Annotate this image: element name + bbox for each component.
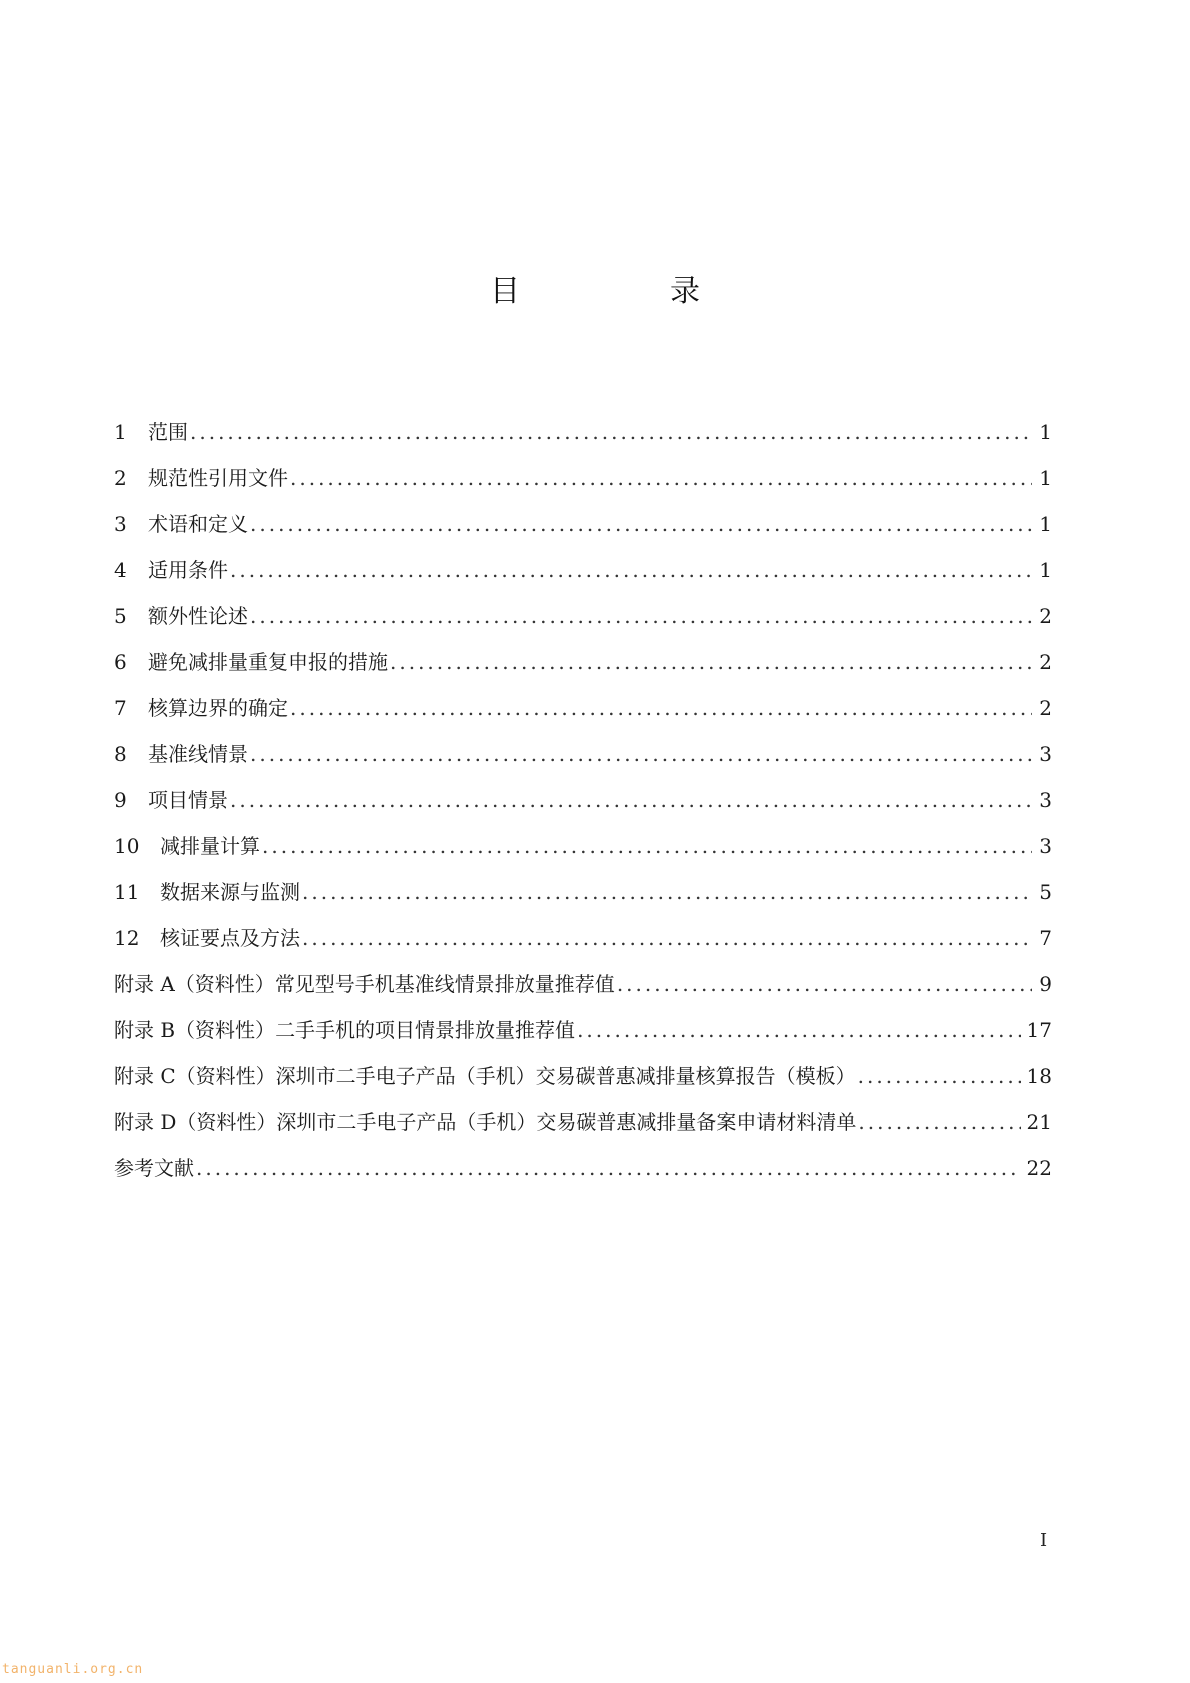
toc-leader-dots xyxy=(302,878,1032,906)
toc-appendix-entry[interactable] xyxy=(114,1062,1052,1108)
table-of-contents xyxy=(114,418,1052,1200)
toc-entry-label: 避免减排量重复申报的措施 xyxy=(148,650,388,674)
toc-entry[interactable] xyxy=(114,924,1052,970)
page-number: I xyxy=(1040,1530,1048,1551)
toc-entry-page: 5 xyxy=(1039,880,1052,904)
toc-entry-page: 21 xyxy=(1026,1110,1052,1134)
toc-references-entry[interactable] xyxy=(114,1154,1052,1200)
toc-entry[interactable] xyxy=(114,694,1052,740)
toc-leader-dots xyxy=(196,1154,1021,1182)
toc-leader-dots xyxy=(302,924,1032,952)
toc-entry[interactable] xyxy=(114,832,1052,878)
toc-entry-number: 9 xyxy=(114,788,127,812)
toc-entry-label: 核证要点及方法 xyxy=(160,926,300,950)
toc-entry-label: 深圳市二手电子产品（手机）交易碳普惠减排量备案申请材料清单 xyxy=(276,1110,857,1134)
toc-appendix-entry[interactable] xyxy=(114,970,1052,1016)
toc-leader-dots xyxy=(290,694,1032,722)
toc-entry-label: 适用条件 xyxy=(148,558,228,582)
toc-entry-page: 22 xyxy=(1026,1156,1052,1180)
toc-entry-label: 项目情景 xyxy=(148,788,228,812)
toc-entry-number: 12 xyxy=(114,926,140,950)
toc-entry-label: 额外性论述 xyxy=(148,604,248,628)
toc-entry-page: 3 xyxy=(1039,834,1052,858)
toc-leader-dots xyxy=(230,786,1032,814)
toc-appendix-entry[interactable] xyxy=(114,1108,1052,1154)
toc-leader-dots xyxy=(250,602,1032,630)
toc-appendix-tag: 附录 A（资料性） xyxy=(114,972,275,996)
toc-entry-label: 常见型号手机基准线情景排放量推荐值 xyxy=(274,972,615,996)
toc-entry-page: 1 xyxy=(1039,420,1052,444)
toc-entry-number: 7 xyxy=(114,696,127,720)
toc-entry[interactable] xyxy=(114,878,1052,924)
toc-leader-dots xyxy=(290,464,1032,492)
toc-entry-number: 3 xyxy=(114,512,127,536)
watermark-text: tanguanli.org.cn xyxy=(2,1662,144,1677)
toc-entry-number: 2 xyxy=(114,466,127,490)
toc-entry-label: 数据来源与监测 xyxy=(160,880,300,904)
toc-entry-number: 10 xyxy=(114,834,140,858)
toc-leader-dots xyxy=(858,1108,1020,1136)
toc-appendix-tag: 附录 B（资料性） xyxy=(114,1018,276,1042)
toc-entry[interactable] xyxy=(114,510,1052,556)
toc-entry-page: 2 xyxy=(1039,604,1052,628)
toc-entry-page: 17 xyxy=(1026,1018,1052,1042)
toc-entry-page: 1 xyxy=(1039,558,1052,582)
toc-entry-label: 减排量计算 xyxy=(160,834,260,858)
toc-entry-number: 11 xyxy=(114,880,140,904)
page-title: 目 录 xyxy=(490,274,760,309)
toc-entry-label: 二手手机的项目情景排放量推荐值 xyxy=(275,1018,576,1042)
toc-leader-dots xyxy=(262,832,1032,860)
toc-leader-dots xyxy=(250,740,1032,768)
toc-leader-dots xyxy=(617,970,1032,998)
toc-entry-number: 1 xyxy=(114,420,127,444)
toc-entry[interactable] xyxy=(114,740,1052,786)
toc-entry-page: 1 xyxy=(1039,466,1052,490)
toc-appendix-tag: 附录 D（资料性） xyxy=(114,1110,277,1134)
toc-entry[interactable] xyxy=(114,556,1052,602)
toc-appendix-tag: 附录 C（资料性） xyxy=(114,1064,276,1088)
toc-entry-page: 3 xyxy=(1039,742,1052,766)
toc-entry-label: 规范性引用文件 xyxy=(148,466,288,490)
toc-entry-page: 1 xyxy=(1039,512,1052,536)
toc-leader-dots xyxy=(250,510,1032,538)
toc-entry-number: 4 xyxy=(114,558,127,582)
toc-entry-number: 6 xyxy=(114,650,127,674)
toc-leader-dots xyxy=(390,648,1032,676)
toc-entry-number: 8 xyxy=(114,742,127,766)
toc-entry[interactable] xyxy=(114,786,1052,832)
toc-entry-label: 基准线情景 xyxy=(148,742,248,766)
toc-entry[interactable] xyxy=(114,602,1052,648)
toc-appendix-entry[interactable] xyxy=(114,1016,1052,1062)
toc-entry-label: 术语和定义 xyxy=(148,512,248,536)
toc-entry-page: 7 xyxy=(1039,926,1052,950)
toc-entry-label: 深圳市二手电子产品（手机）交易碳普惠减排量核算报告（模板） xyxy=(275,1064,856,1088)
toc-entry-page: 9 xyxy=(1039,972,1052,996)
toc-entry-page: 2 xyxy=(1039,650,1052,674)
toc-leader-dots xyxy=(190,418,1032,446)
toc-leader-dots xyxy=(577,1016,1020,1044)
toc-entry-label: 范围 xyxy=(148,420,188,444)
toc-entry-page: 18 xyxy=(1026,1064,1052,1088)
toc-entry-page: 3 xyxy=(1039,788,1052,812)
toc-leader-dots xyxy=(230,556,1032,584)
toc-entry-page: 2 xyxy=(1039,696,1052,720)
toc-entry[interactable] xyxy=(114,418,1052,464)
toc-leader-dots xyxy=(858,1062,1021,1090)
toc-entry-label: 核算边界的确定 xyxy=(148,696,288,720)
toc-entry[interactable] xyxy=(114,464,1052,510)
toc-entry-label: 参考文献 xyxy=(114,1156,194,1180)
toc-entry-number: 5 xyxy=(114,604,127,628)
toc-entry[interactable] xyxy=(114,648,1052,694)
